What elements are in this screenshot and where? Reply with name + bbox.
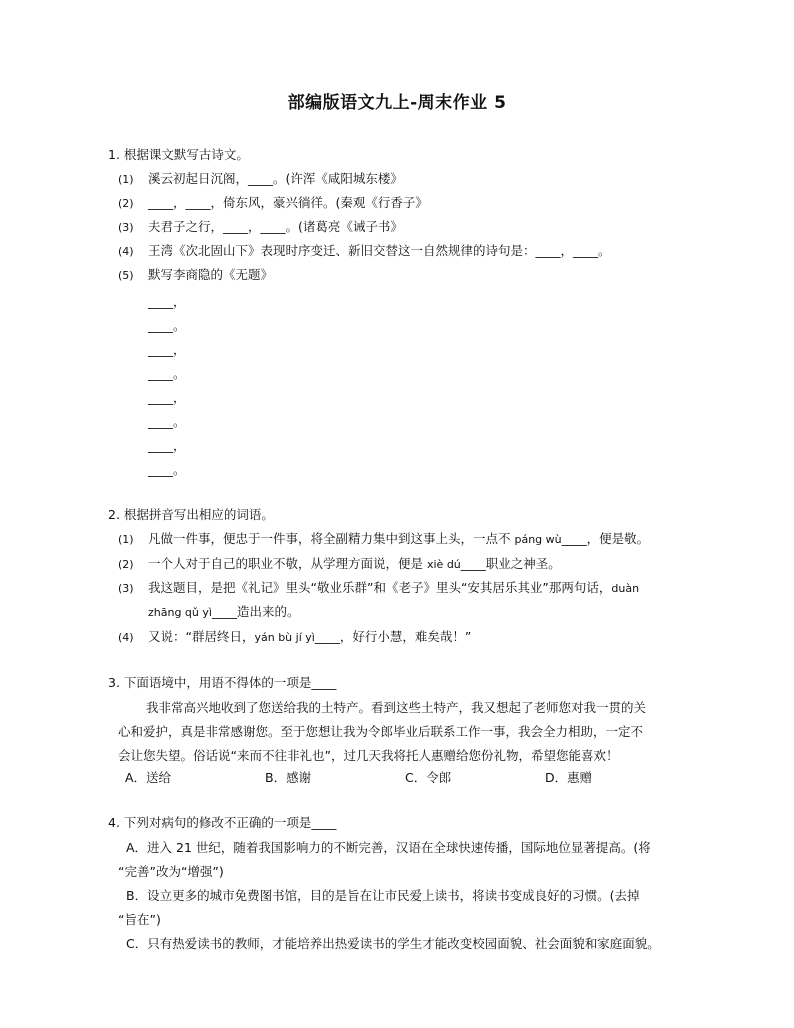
- item-number: (4): [118, 631, 134, 644]
- item-number: (4): [118, 245, 134, 258]
- item-number: (5): [118, 269, 134, 282]
- item-number: (1): [118, 533, 134, 546]
- q1-item-1: [118, 170, 708, 189]
- question-2-heading: 2. 根据拼音写出相应的词语。: [108, 507, 274, 522]
- poem-blank-line: ____。: [148, 414, 186, 429]
- question-3-heading: 3. 下面语境中，用语不得体的一项是____: [108, 675, 337, 690]
- item-text: 又说：“群居终日，: [148, 629, 255, 644]
- question-1-heading: 1. 根据课文默写古诗文。: [108, 147, 249, 162]
- item-number: (3): [118, 582, 134, 595]
- q1-item-4: [118, 242, 708, 261]
- poem-blank-line: ____，: [148, 342, 186, 357]
- item-text: ____造出来的。: [211, 604, 300, 619]
- item-text: ____，____，倚东风，豪兴徜徉。(秦观《行香子》: [148, 195, 428, 210]
- page-title: 部编版语文九上-周末作业 5: [287, 93, 507, 113]
- q2-item-2: [118, 555, 708, 574]
- item-number: (1): [118, 173, 134, 186]
- option-a: A．送给: [125, 770, 172, 785]
- item-text: ____，便是敬。: [561, 531, 650, 546]
- question-4-heading: 4. 下列对病句的修改不正确的一项是____: [108, 815, 337, 830]
- q4-option-line: “完善”改为“增强”): [118, 864, 224, 879]
- q3-passage-line: 心和爱护，真是非常感谢您。至于您想让我为令郎毕业后联系工作一事，我会全力相助，一定不: [118, 724, 644, 739]
- q4-option-line: B．设立更多的城市免费图书馆，目的是旨在让市民爱上读书，将读书变成良好的习惯。(去掉: [126, 888, 640, 903]
- item-text: ____职业之神圣。: [460, 556, 561, 571]
- item-text: 溪云初起日沉阁，____。(许浑《咸阳城东楼》: [148, 171, 403, 186]
- item-text: 我这题目，是把《礼记》里头“敬业乐群”和《老子》里头“安其居乐其业”那两句话，: [148, 580, 612, 595]
- poem-blank-line: ____，: [148, 390, 186, 405]
- q1-item-3: [118, 218, 708, 237]
- poem-blank-line: ____，: [148, 438, 186, 453]
- item-text: 夫君子之行，____，____。(诸葛亮《诫子书》: [148, 219, 403, 234]
- q1-item-2: [118, 194, 708, 213]
- item-text: 默写李商隐的《无题》: [148, 267, 274, 282]
- item-text: 凡做一件事，便忠于一件事，将全副精力集中到这事上头，一点不: [148, 531, 515, 546]
- q3-options: [125, 768, 685, 786]
- q4-option-line: A．进入 21 世纪，随着我国影响力的不断完善，汉语在全球快速传播，国际地位显著提高。(将: [126, 840, 651, 855]
- q3-passage-line: 我非常高兴地收到了您送给我的土特产。看到这些土特产，我又想起了老师您对我一贯的关: [146, 700, 647, 715]
- pinyin: páng wù: [514, 533, 562, 546]
- q2-item-3-continued: [118, 603, 708, 622]
- pinyin: yán bù jí yì: [254, 631, 315, 644]
- option-b: B．感谢: [265, 770, 312, 785]
- pinyin: xiè dú: [426, 558, 461, 571]
- item-text: 一个人对于自己的职业不敬，从学理方面说，便是: [148, 556, 427, 571]
- q3-passage-line: 会让您失望。俗话说“来而不往非礼也”，过几天我将托人惠赠给您份礼物，希望您能喜欢！: [118, 748, 619, 763]
- q1-item-5: [118, 266, 708, 285]
- q2-item-1: [118, 530, 708, 549]
- q2-item-4: [118, 628, 708, 647]
- pinyin: duàn: [611, 582, 640, 595]
- pinyin: zhāng qǔ yì: [148, 606, 212, 619]
- poem-blank-line: ____。: [148, 318, 186, 333]
- q2-item-3: [118, 579, 708, 598]
- item-text: 王湾《次北固山下》表现时序变迁、新旧交替这一自然规律的诗句是：____，____。: [148, 243, 611, 258]
- poem-blank-line: ____，: [148, 294, 186, 309]
- q4-option-line: “旨在”): [118, 912, 161, 927]
- option-d: D．惠赠: [545, 770, 593, 785]
- item-number: (2): [118, 558, 134, 571]
- option-c: C．令郎: [405, 770, 452, 785]
- item-number: (3): [118, 221, 134, 234]
- poem-blank-line: ____。: [148, 462, 186, 477]
- q4-option-line: C．只有热爱读书的教师，才能培养出热爱读书的学生才能改变校园面貌、社会面貌和家庭面貌。: [126, 936, 660, 951]
- item-number: (2): [118, 197, 134, 210]
- item-text: ____，好行小慧，难矣哉！”: [314, 629, 472, 644]
- poem-blank-line: ____。: [148, 366, 186, 381]
